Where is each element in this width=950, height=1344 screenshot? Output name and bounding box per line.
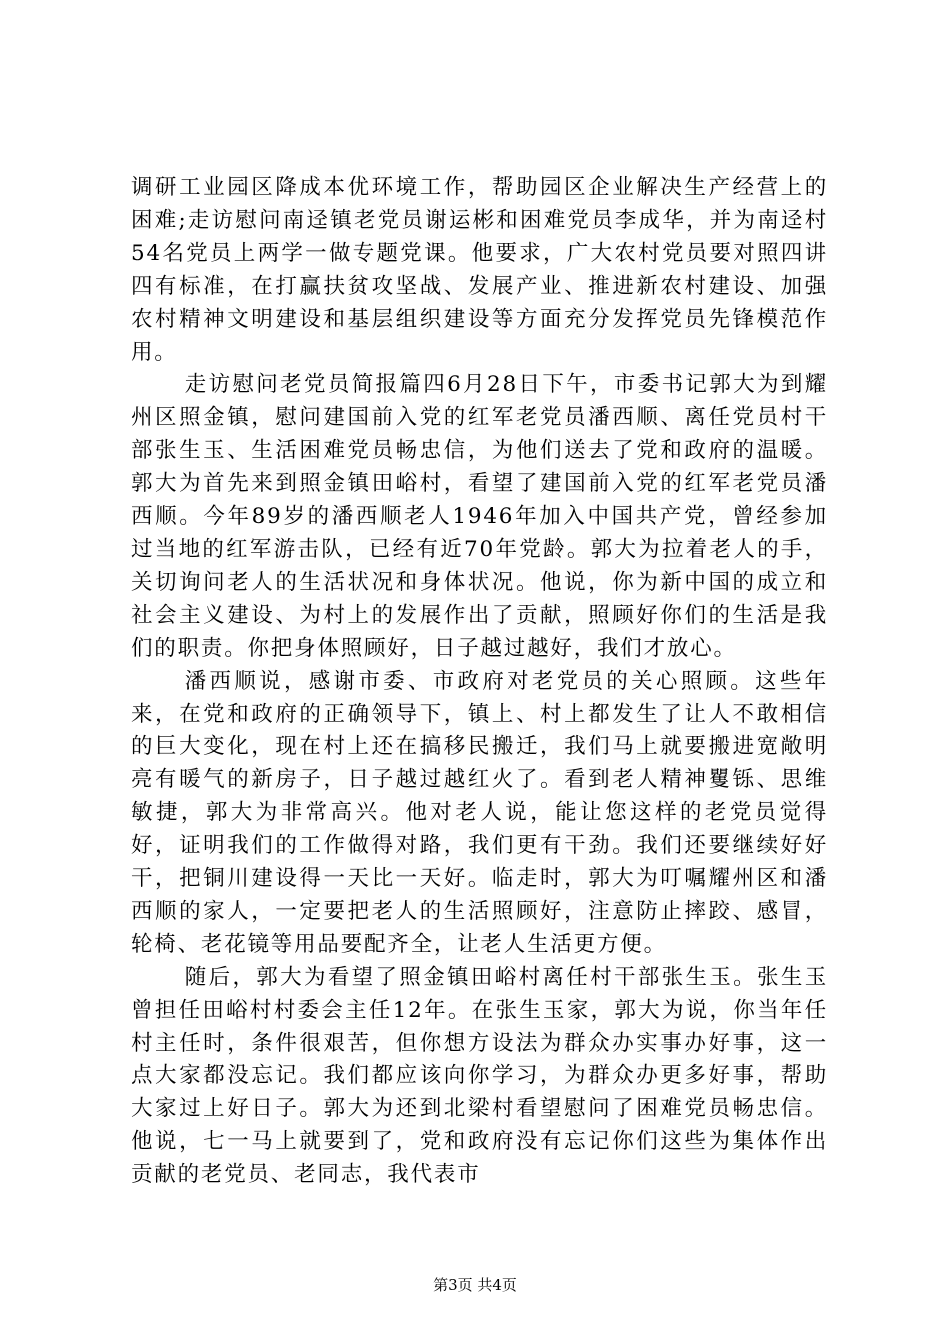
page-footer: 第3页 共4页 (433, 1276, 517, 1294)
paragraph-1: 调研工业园区降成本优环境工作，帮助园区企业解决生产经营上的困难;走访慰问南迳镇老党员谢运彬和困难党员李成华，并为南迳村54名党员上两学一做专题党课。他要求，广大农村党员要对照四讲四有标准，在打赢扶贫攻坚战、发展产业、推进新农村建设、加强农村精神文明建设和基层组织建设等方面充分发挥党员先锋模范作用。 (131, 175, 828, 365)
paragraph-3: 潘西顺说，感谢市委、市政府对老党员的关心照顾。这些年来，在党和政府的正确领导下，镇上、村上都发生了让人不敢相信的巨大变化，现在村上还在搞移民搬迁，我们马上就要搬进宽敞明亮有暖气的新房子，日子越过越红火了。看到老人精神矍铄、思维敏捷，郭大为非常高兴。他对老人说，能让您这样的老党员觉得好，证明我们的工作做得对路，我们更有干劲。我们还要继续好好干，把铜川建设得一天比一天好。临走时，郭大为叮嘱耀州区和潘西顺的家人，一定要把老人的生活照顾好，注意防止摔跤、感冒，轮椅、老花镜等用品要配齐全，让老人生活更方便。 (131, 668, 828, 957)
paragraph-2: 走访慰问老党员简报篇四6月28日下午，市委书记郭大为到耀州区照金镇，慰问建国前入党的红军老党员潘西顺、离任党员村干部张生玉、生活困难党员畅忠信，为他们送去了党和政府的温暖。郭大为首先来到照金镇田峪村，看望了建国前入党的红军老党员潘西顺。今年89岁的潘西顺老人1946年加入中国共产党，曾经参加过当地的红军游击队，已经有近70年党龄。郭大为拉着老人的手，关切询问老人的生活状况和身体状况。他说，你为新中国的成立和社会主义建设、为村上的发展作出了贡献，照顾好你们的生活是我们的职责。你把身体照顾好，日子越过越好，我们才放心。 (131, 372, 828, 661)
paragraph-4: 随后，郭大为看望了照金镇田峪村离任村干部张生玉。张生玉曾担任田峪村村委会主任12年。在张生玉家，郭大为说，你当年任村主任时，条件很艰苦，但你想方设法为群众办实事办好事，这一点大家都没忘记。我们都应该向你学习，为群众办更多好事，帮助大家过上好日子。郭大为还到北梁村看望慰问了困难党员畅忠信。他说，七一马上就要到了，党和政府没有忘记你们这些为集体作出贡献的老党员、老同志，我代表市 (131, 964, 828, 1188)
body-text (131, 172, 828, 1192)
